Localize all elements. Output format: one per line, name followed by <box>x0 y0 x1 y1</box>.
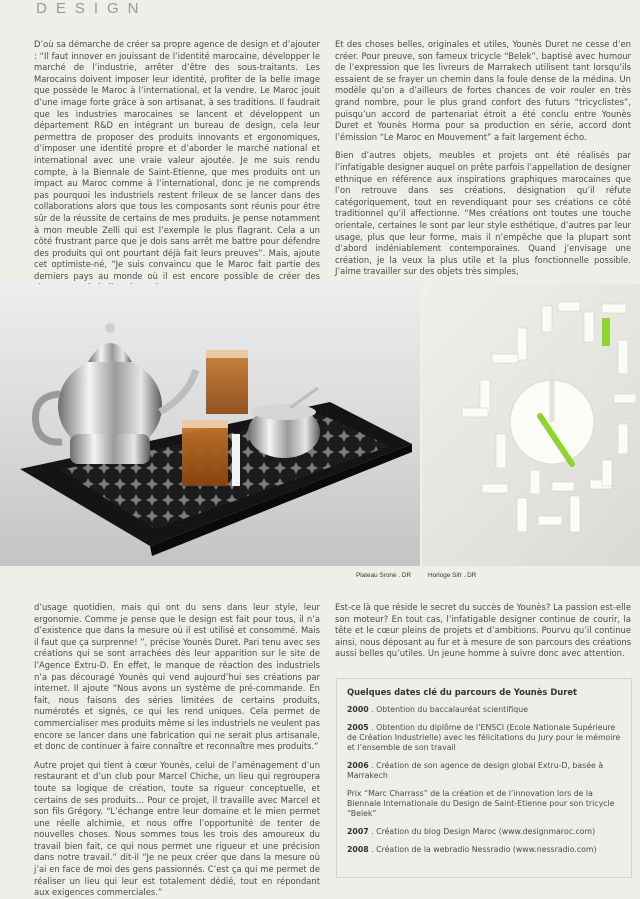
photo-caption-left: Plateau Srone . DR <box>356 572 412 579</box>
timeline-year: 2007 <box>347 827 369 836</box>
paragraph: D’où sa démarche de créer sa propre agence de design et d’ajouter : “Il faut innover en jouissant de l’identité marocaine, développer le marché de l’industrie, arrêter d’être des sous-traitants. Les Marocains doivent imposer leur identité, profiter de la belle image que possède le Maroc à l’international, et la vendre. Le Maroc jouit d’une image forte grâce à son artisanat, à ses traditions. Il faudrait que les industries marocaines se lancent et développent un département R&D en intégrant un bureau de design, cela leur permettra de proposer des produits innovants et ergonomiques, d’imposer une identité propre et d’aborder le marché national et international avec une vraie valeur ajoutée. Je me suis rendu compte, à la Biennale de Saint-Etienne, que mes produits ont un impact au Maroc comme à l’international, donc je ne comprends pas pourquoi les industriels restent frileux de se lancer dans des collaborations alors que tous les composants sont réunis pour être sûr de la réussite de certains de mes produits. Je pense notamment à mon meuble Zelli qui est l’exemple le plus flagrant. Cela a un côté frustrant parce que je dois sans arrêt me battre pour défendre des produits qui ont pourtant déjà fait leurs preuves”. Mais, ajoute cet optimiste-né, “Je suis convaincu que le Maroc fait partie des derniers pays au monde où il est encore possible de créer des <box>34 39 320 281</box>
page-header <box>0 0 640 24</box>
tray-illustration <box>0 284 420 566</box>
article-column-bottom-left <box>34 602 320 898</box>
paragraph: Bien d’autres objets, meubles et projets ont été réalisés par l’infatigable designer auquel on prête parfois l’appellation de designer ethnique en référence aux inspirations graphiques marocaines que l’on retrouve dans ses créations, désignation qu’il réfute catégoriquement, tout en revendiquant pour ses créations ce côté traditionnel qu’il affectionne. “Mes créations ont toutes une touche orientale, certaines le sont par leur style esthétique, d’autres par leur usage, plus que leur forme, mais il n’empêche que la plupart sont d’abord indéniablement contemporaines. Quand j’envisage une création, je la veux la plus utile et la plus fonctionnelle possible. J’aime travailler sur des objets très simples, <box>335 150 631 277</box>
timeline-text: . Obtention du diplôme de l’ENSCI (Ecole Nationale Supérieure de Création Industrielle) avec les félicitations du Jury pour le mémoire et l’ensemble de son travail <box>347 723 621 752</box>
timeline-box <box>336 678 632 878</box>
clock-illustration <box>422 284 640 566</box>
timeline-year: 2006 <box>347 761 369 770</box>
timeline-text: . Création de la webradio Nessradio (www.nessradio.com) <box>368 845 597 854</box>
clock-photo <box>422 284 640 566</box>
article-column-top-right <box>335 39 631 275</box>
timeline-year: 2005 <box>347 723 369 732</box>
timeline-item <box>347 845 623 855</box>
timeline-item <box>347 723 623 753</box>
article-column-top-left <box>34 39 320 281</box>
timeline-item <box>347 761 623 781</box>
timeline-text: . Création du blog Design Maroc (www.designmaroc.com) <box>368 827 596 836</box>
paragraph: d’usage quotidien, mais qui ont du sens dans leur style, leur ergonomie. Comme je pense que le design est fait pour tous, il n’a d’existence que dans la mesure où il est utilisé et consommé. Mais il faut que ça surprenne! ”, précise Younès Duret. Pari tenu avec ses créations qui se sont arrachées dès leur apparition sur le site de l’Agence Extru-D. En effet, le manque de réaction des industriels n’a pas découragé Younès qui vend aujourd’hui ses créations par internet. Il ajoute “Nous avons un système de pré-commande. En fait, nous faisons des séries limitées de certains produits, numérotés et signés, ce qui les rend uniques. Cela permet de commercialiser mes produits même si les industriels ne veulent pas encore se lancer dans une fabrication qui ne serait plus artisanale, et donc de continuer à faire connaître et reconnaître mes produits.” <box>34 602 320 752</box>
paragraph: Est-ce là que réside le secret du succès de Younès? La passion est-elle son moteur? En tout cas, l’infatigable designer continue de courir, la tête et le cœur pleins de projets et d’ambitions. Pourvu qu’il continue ainsi, nous déposant au fur et à mesure de son parcours des créations aussi belles qu’utiles. Un jeune homme à suivre donc avec attention. <box>335 602 631 659</box>
photo-caption-right: Horloge Sifr . DR <box>428 572 477 579</box>
timeline-text: . Obtention du baccalauréat scientifique <box>368 705 528 714</box>
timeline-item <box>347 789 623 819</box>
section-title: DESIGN <box>36 0 148 17</box>
timeline-year: 2008 <box>347 845 369 854</box>
timeline-title: Quelques dates clé du parcours de Younès Duret <box>347 687 578 697</box>
timeline-text: Prix “Marc Charrass” de la création et de l’innovation lors de la Biennale Internationale du Design de Saint-Etienne pour son tricycle “Belek” <box>347 789 615 818</box>
paragraph: Autre projet qui tient à cœur Younès, celui de l’aménagement d’un restaurant et d’un club pour Marcel Chiche, un lieu qui regroupera toute sa logique de création, toute sa rigueur conceptuelle, et certains de ses produits… Pour ce projet, il travaille avec Marcel et son fils Grégory. “L’échange entre leur domaine et le mien permet une réelle alchimie, et nous offre l’opportunité de tenter de nouvelles choses. Nous sommes tous les trois des amoureux du travail bien fait, ce qui nous permet une rigueur et une précision dans notre travail.” dit-il “Je ne peux créer que dans la mesure où j’ai en face de moi des gens passionnés. C’est ça qui me permet de réaliser un lieu qui leur est totalement dédié, tout en répondant aux exigences commerciales.” <box>34 759 320 898</box>
paragraph: Et des choses belles, originales et utiles, Younès Duret ne cesse d’en créer. Pour preuve, son fameux tricycle “Belek”, baptisé avec humour de l’expression que les livreurs de Marrakech utilisent tant lorsqu’ils essaient de se frayer un chemin dans la foule dense de la médina. Un modèle qu’on a d’ailleurs de fortes chances de voir rouler en très grand nombre, pour le plus grand confort des futurs “tricyclistes”, puisqu’un accord de partenariat étroit a été conclu entre Younès Duret et Younès Horma pour sa production en série, accord dont l’émission “Le Maroc en Mouvement” a fait largement écho. <box>335 39 631 142</box>
timeline-item <box>347 827 623 837</box>
timeline-text: . Création de son agence de design global Extru-D, basée à Marrakech <box>347 761 604 780</box>
timeline-item <box>347 705 623 715</box>
timeline-year: 2000 <box>347 705 369 714</box>
tray-photo <box>0 284 420 566</box>
